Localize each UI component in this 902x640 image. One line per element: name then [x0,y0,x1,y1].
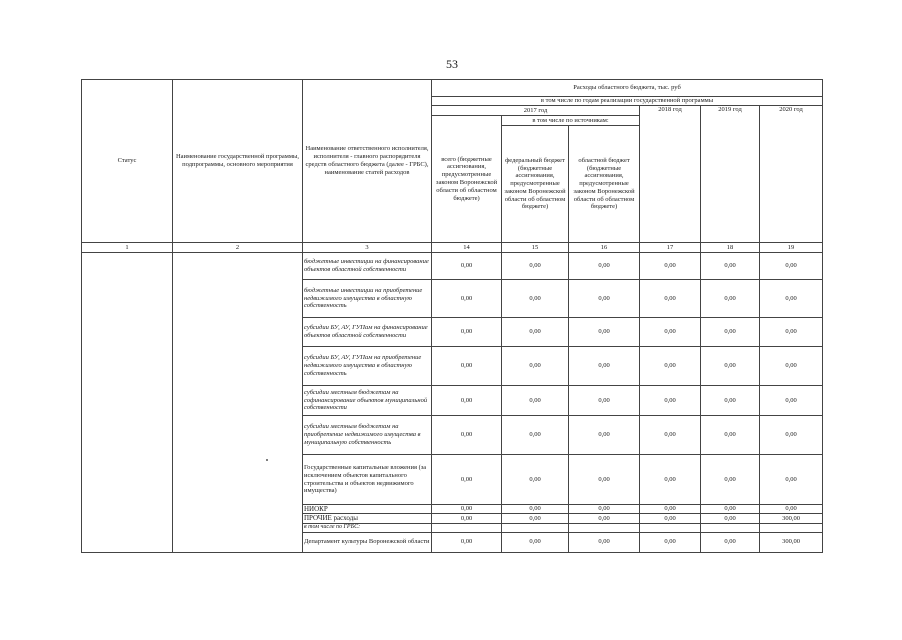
value-regional: 0,00 [569,514,640,523]
program-name-cell [173,253,303,553]
value-federal: 0,00 [502,347,569,386]
value-2018 [640,523,701,532]
value-2020: 0,00 [760,318,823,347]
header-year-2019: 2019 год [701,106,760,243]
value-2018: 0,00 [640,514,701,523]
column-numbers-row [82,243,823,253]
row-title: НИОКР [303,505,432,514]
value-2020: 0,00 [760,386,823,416]
header-federal: федеральный бюджет (бюджетные ассигнования, предусмотренные законом Воронежской области об областном бюджете) [502,126,569,243]
column-number: 17 [640,243,701,253]
value-2019: 0,00 [701,386,760,416]
value-2020: 300,00 [760,514,823,523]
header-by-years: в том числе по годам реализации государственной программы [432,97,823,106]
value-regional: 0,00 [569,416,640,455]
row-title: субсидии БУ, АУ, ГУПам на финансирование объектов областной собственности [303,318,432,347]
header-year-2017: 2017 год [432,106,640,116]
value-federal: 0,00 [502,280,569,318]
value-2020: 0,00 [760,253,823,280]
row-title: субсидии местным бюджетам на софинансирование объектов муниципальной собственности [303,386,432,416]
value-2020: 0,00 [760,280,823,318]
value-federal: 0,00 [502,455,569,505]
value-2018: 0,00 [640,318,701,347]
value-2018: 0,00 [640,505,701,514]
value-regional: 0,00 [569,253,640,280]
value-federal: 0,00 [502,514,569,523]
value-2020: 0,00 [760,416,823,455]
value-total: 0,00 [432,416,502,455]
header-program-name: Наименование государственной программы, подпрограммы, основного мероприятия [173,80,303,243]
value-2018: 0,00 [640,386,701,416]
value-total: 0,00 [432,505,502,514]
value-2020: 0,00 [760,505,823,514]
value-2019 [701,523,760,532]
value-2019: 0,00 [701,280,760,318]
value-2020: 0,00 [760,455,823,505]
value-regional: 0,00 [569,532,640,552]
value-2020: 0,00 [760,347,823,386]
column-number: 2 [173,243,303,253]
value-2019: 0,00 [701,505,760,514]
header-year-2020: 2020 год [760,106,823,243]
value-2019: 0,00 [701,347,760,386]
value-total: 0,00 [432,347,502,386]
column-number: 18 [701,243,760,253]
value-federal: 0,00 [502,253,569,280]
header-total: всего (бюджетные ассигнования, предусмотренные законом Воронежской области об областном бюджете) [432,116,502,243]
table-row [82,253,823,280]
value-regional: 0,00 [569,386,640,416]
header-executor: Наименование ответственного исполнителя, исполнителя - главного распорядителя средств областного бюджета (далее - ГРБС), наименование статей расходов [303,80,432,243]
value-regional: 0,00 [569,505,640,514]
value-total: 0,00 [432,386,502,416]
value-2019: 0,00 [701,455,760,505]
column-number: 16 [569,243,640,253]
value-2018: 0,00 [640,532,701,552]
value-total: 0,00 [432,514,502,523]
row-title: ПРОЧИЕ расходы [303,514,432,523]
value-2018: 0,00 [640,280,701,318]
value-2018: 0,00 [640,253,701,280]
value-total: 0,00 [432,318,502,347]
row-title: Департамент культуры Воронежской области [303,532,432,552]
value-federal: 0,00 [502,318,569,347]
value-2019: 0,00 [701,253,760,280]
value-total [432,523,502,532]
budget-table [81,79,823,553]
value-2019: 0,00 [701,532,760,552]
value-total: 0,00 [432,253,502,280]
column-number: 3 [303,243,432,253]
value-regional [569,523,640,532]
value-federal: 0,00 [502,386,569,416]
value-2020: 300,00 [760,532,823,552]
column-number: 14 [432,243,502,253]
value-regional: 0,00 [569,318,640,347]
value-regional: 0,00 [569,280,640,318]
value-regional: 0,00 [569,347,640,386]
value-regional: 0,00 [569,455,640,505]
row-title: Государственные капитальные вложения (за исключением объектов капитального строительства и объектов недвижимого имущества) [303,455,432,505]
scan-mark [266,459,268,461]
header-by-sources: в том числе по источникам: [502,116,640,126]
row-title: бюджетные инвестиции на финансирование объектов областной собственности [303,253,432,280]
header-expenses-title: Расходы областного бюджета, тыс. руб [432,80,823,97]
value-federal [502,523,569,532]
value-2018: 0,00 [640,455,701,505]
header-status: Статус [82,80,173,243]
value-2019: 0,00 [701,416,760,455]
row-title: в том числе по ГРБС: [303,523,432,532]
row-title: бюджетные инвестиции на приобретение недвижимого имущества в областную собственность [303,280,432,318]
value-total: 0,00 [432,455,502,505]
header-regional: областной бюджет (бюджетные ассигнования, предусмотренные законом Воронежской области об областном бюджете) [569,126,640,243]
value-2018: 0,00 [640,347,701,386]
page-number: 53 [446,57,458,71]
value-2019: 0,00 [701,514,760,523]
column-number: 19 [760,243,823,253]
value-total: 0,00 [432,280,502,318]
value-federal: 0,00 [502,532,569,552]
header-year-2018: 2018 год [640,106,701,243]
status-cell [82,253,173,553]
value-federal: 0,00 [502,505,569,514]
column-number: 1 [82,243,173,253]
value-2018: 0,00 [640,416,701,455]
column-number: 15 [502,243,569,253]
row-title: субсидии БУ, АУ, ГУПам на приобретение недвижимого имущества в областную собственность [303,347,432,386]
value-2019: 0,00 [701,318,760,347]
value-total: 0,00 [432,532,502,552]
value-2020 [760,523,823,532]
value-federal: 0,00 [502,416,569,455]
row-title: субсидии местным бюджетам на приобретение недвижимого имущества в муниципальную собственность [303,416,432,455]
